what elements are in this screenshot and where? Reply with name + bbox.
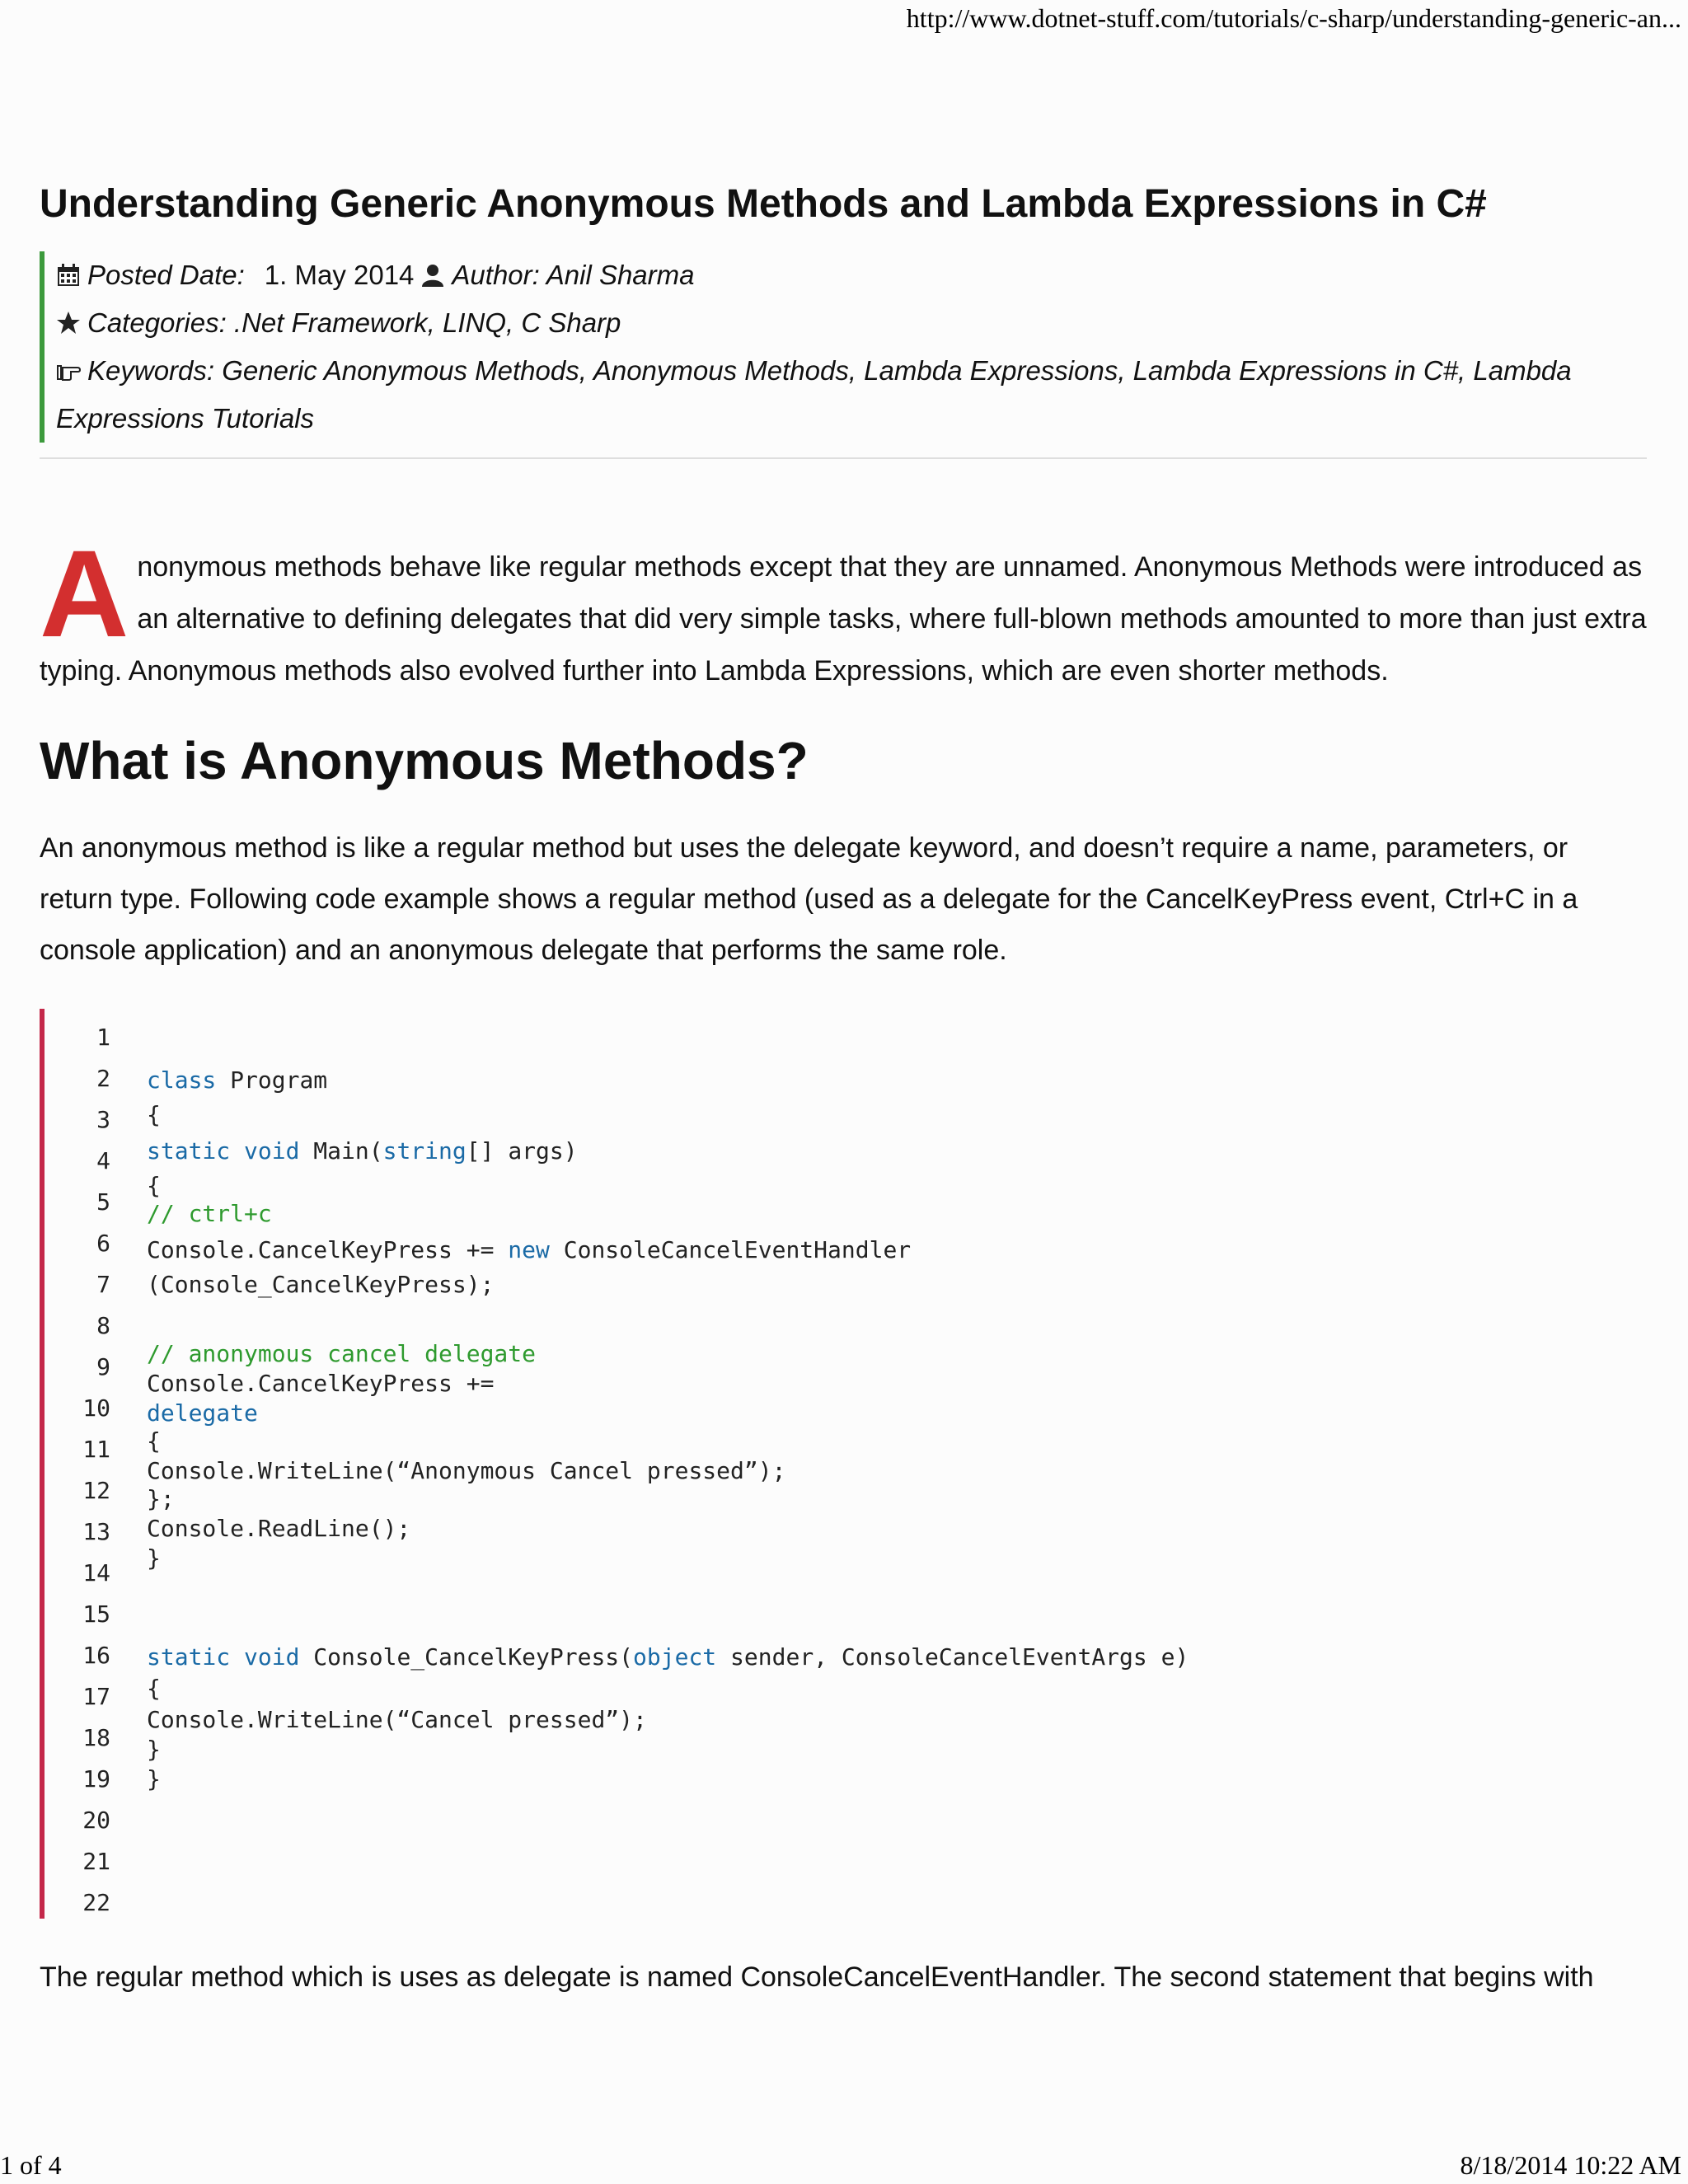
article-title: Understanding Generic Anonymous Methods and Lambda Expressions in C# — [40, 182, 1487, 226]
code-line-number: 13 — [82, 1518, 110, 1545]
code-line-number: 20 — [82, 1807, 110, 1834]
code-line: // anonymous cancel delegate — [147, 1340, 537, 1367]
print-footer-datetime: 8/18/2014 10:22 AM — [1460, 2150, 1681, 2180]
code-line-number: 5 — [96, 1188, 110, 1216]
code-line: Console.ReadLine(); — [147, 1515, 411, 1542]
code-line: Console.CancelKeyPress += — [147, 1370, 495, 1397]
code-line: // ctrl+c — [147, 1200, 272, 1227]
code-line: class Program — [147, 1066, 328, 1094]
code-line-number: 12 — [82, 1477, 110, 1504]
code-block — [40, 1009, 1647, 1919]
code-line-number: 19 — [82, 1765, 110, 1793]
print-header-url: http://www.dotnet-stuff.com/tutorials/c-sharp/understanding-generic-an... — [906, 3, 1681, 33]
code-line-number: 17 — [82, 1683, 110, 1710]
posted-date-value: 1. May 2014 — [264, 260, 415, 290]
star-icon — [56, 311, 81, 335]
meta-row-posted — [56, 251, 1647, 299]
lead-text: nonymous methods behave like regular methods except that they are unnamed. Anonymous Methods were introduced as an alternative to defining delegates that did very simple tasks, where full-blown methods amounted to more than just extra typing. Anonymous methods also evolved further into Lambda Expressions, which are even shorter methods. — [40, 551, 1647, 687]
code-line-number: 18 — [82, 1724, 110, 1751]
code-line-number: 4 — [96, 1147, 110, 1174]
code-line: { — [147, 1101, 161, 1128]
code-line-number: 8 — [96, 1312, 110, 1339]
user-icon — [420, 263, 445, 288]
pointing-hand-icon — [56, 359, 81, 383]
keywords-line-1: Keywords: Generic Anonymous Methods, Anonymous Methods, Lambda Expressions, Lambda Expressions in C#, Lambda — [87, 355, 1572, 386]
meta-row-keywords — [56, 347, 1647, 395]
section-heading: What is Anonymous Methods? — [40, 731, 809, 790]
code-line-number: 3 — [96, 1106, 110, 1133]
print-footer-page: 1 of 4 — [0, 2150, 62, 2180]
code-line-number: 21 — [82, 1848, 110, 1875]
code-line: { — [147, 1172, 161, 1199]
code-line: { — [147, 1675, 161, 1702]
code-line: } — [147, 1736, 161, 1763]
closing-paragraph: The regular method which is uses as delegate is named ConsoleCancelEventHandler. The second statement that begins with — [40, 1961, 1594, 1993]
code-line: { — [147, 1427, 161, 1455]
code-line-number: 7 — [96, 1271, 110, 1298]
code-line-number: 14 — [82, 1559, 110, 1586]
code-line: delegate — [147, 1399, 258, 1427]
code-line-number: 6 — [96, 1230, 110, 1257]
categories: Categories: .Net Framework, LINQ, C Sharp — [87, 307, 621, 338]
code-line-numbers — [77, 1017, 110, 1924]
code-line-number: 15 — [82, 1601, 110, 1628]
code-line: } — [147, 1544, 161, 1572]
code-line: } — [147, 1765, 161, 1793]
calendar-icon — [56, 263, 81, 288]
article — [40, 181, 1647, 2003]
code-line-number: 11 — [82, 1436, 110, 1463]
code-line-number: 10 — [82, 1394, 110, 1422]
code-line: (Console_CancelKeyPress); — [147, 1271, 495, 1298]
lead-paragraph — [40, 524, 1647, 697]
article-meta — [40, 251, 1647, 443]
code-line: Console.CancelKeyPress += new ConsoleCancelEventHandler — [147, 1236, 912, 1263]
section-paragraph: An anonymous method is like a regular method but uses the delegate keyword, and doesn’t require a name, parameters, or return type. Following code example shows a regular method (used as a delegate for the CancelKeyPress event, Ctrl+C in a console application) and an anonymous delegate that performs the same role. — [40, 832, 1578, 966]
drop-cap: A — [40, 524, 129, 663]
code-line-number: 1 — [96, 1024, 110, 1051]
code-line: Console.WriteLine(“Cancel pressed”); — [147, 1706, 647, 1733]
code-line-number: 2 — [96, 1065, 110, 1092]
code-line-number: 22 — [82, 1889, 110, 1916]
code-line: }; — [147, 1485, 175, 1512]
code-line: Console.WriteLine(“Anonymous Cancel pressed”); — [147, 1457, 786, 1484]
keywords-line-2: Expressions Tutorials — [56, 403, 315, 434]
posted-date-label: Posted Date: — [87, 260, 245, 290]
meta-row-categories — [56, 299, 1647, 347]
code-line-number: 16 — [82, 1642, 110, 1669]
author: Author: Anil Sharma — [452, 260, 695, 290]
meta-divider — [40, 457, 1647, 459]
code-line: static void Main(string[] args) — [147, 1137, 578, 1165]
code-line: static void Console_CancelKeyPress(object sender, ConsoleCancelEventArgs e) — [147, 1643, 1189, 1671]
meta-row-keywords-cont — [56, 395, 1647, 443]
code-line-number: 9 — [96, 1353, 110, 1380]
